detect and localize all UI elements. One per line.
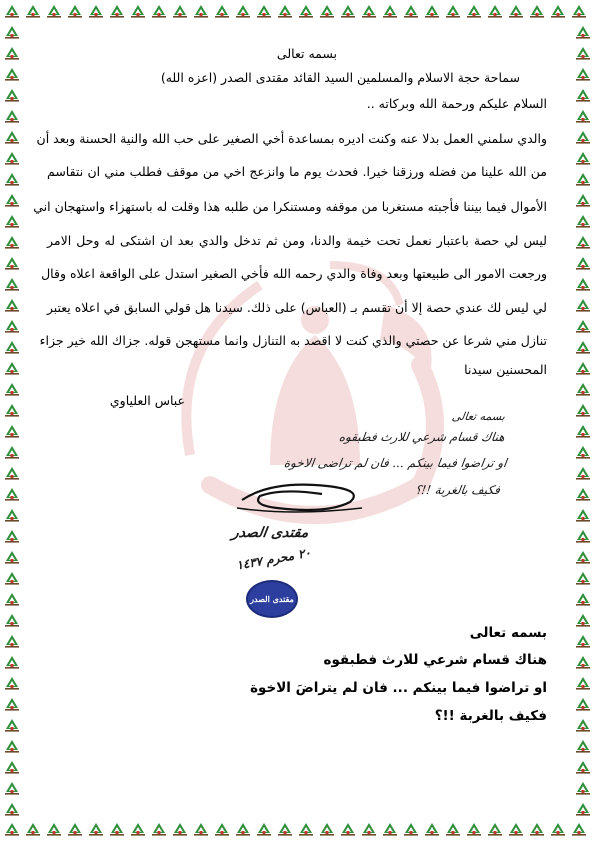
official-seal — [246, 580, 298, 618]
border-ornament — [341, 5, 355, 18]
border-ornament — [576, 320, 590, 333]
border-ornament — [5, 446, 19, 459]
body-line: الأموال فيما بيننا فأجبته مستغربا من موقفه ومستنكرا من طلبه هذا وقلت له باستهزاء واستهجان اني — [33, 199, 547, 214]
border-ornament — [131, 5, 145, 18]
border-ornament — [5, 173, 19, 186]
seal-text: مقتدى الصدر — [250, 594, 294, 604]
signature-name: مقتدى الصدر — [230, 525, 310, 541]
border-ornament — [236, 5, 250, 18]
border-ornament — [341, 823, 355, 836]
border-ornament — [299, 823, 313, 836]
border-ornament — [576, 236, 590, 249]
border-ornament — [5, 782, 19, 795]
border-ornament — [576, 656, 590, 669]
border-ornament — [576, 68, 590, 81]
addressee-line: سماحة حجة الاسلام والمسلمين السيد القائد مقتدى الصدر (اعزه الله) — [160, 70, 520, 85]
border-ornament — [236, 823, 250, 836]
body-line: والدي سلمني العمل بدلا عنه وكنت اديره بمساعدة أخي الصغير على حب الله والنية الحسنة وبعد أن — [36, 131, 547, 146]
body-line: تنازل مني شرعا عن حصتي والذي كنت لا اقصد به التنازل وانما مستهجن قوله. جزاك الله خير جزاء — [39, 333, 547, 348]
border-ornament — [5, 698, 19, 711]
border-ornament — [299, 5, 313, 18]
border-ornament — [576, 719, 590, 732]
border-ornament — [576, 89, 590, 102]
border-ornament — [68, 5, 82, 18]
signature-flourish — [232, 478, 372, 518]
handwritten-line: فكيف بالغربة !!؟ — [414, 483, 501, 497]
border-ornament — [5, 404, 19, 417]
border-ornament — [576, 257, 590, 270]
body-line: ليس لي حصة باعتبار نعمل تحت خيمة والدنا، ومن ثم تدخل والدي بعد ان اشتكى له وحل الامر — [47, 233, 547, 248]
handwritten-line: بسمه تعالى — [451, 410, 506, 423]
border-ornament — [215, 823, 229, 836]
border-ornament — [173, 5, 187, 18]
border-ornament — [89, 823, 103, 836]
border-ornament — [5, 89, 19, 102]
border-ornament — [425, 5, 439, 18]
border-ornament — [576, 110, 590, 123]
border-ornament — [5, 215, 19, 228]
border-ornament — [404, 823, 418, 836]
border-ornament — [320, 5, 334, 18]
body-line: من الله علينا من فضله ورزقنا خيرا. فحدث يوم ما وانزعج اخي من موقف فطلب مني ان نتقاسم — [47, 164, 547, 179]
border-ornament — [576, 614, 590, 627]
border-ornament — [576, 299, 590, 312]
border-ornament — [194, 823, 208, 836]
border-ornament — [576, 551, 590, 564]
answer-date: ٢٠ محرم ١٤٣٧ — [235, 545, 312, 573]
border-ornament — [362, 823, 376, 836]
border-ornament — [576, 47, 590, 60]
border-ornament — [131, 823, 145, 836]
border-ornament — [278, 823, 292, 836]
border-ornament — [467, 5, 481, 18]
border-ornament — [5, 152, 19, 165]
body-line: ورجعت الامور الى طبيعتها وبعد وفاة والدي رحمه الله فأخي الصغير استدل على الواقعة اعلاه وقال — [41, 266, 547, 281]
border-ornament — [576, 488, 590, 501]
border-ornament — [509, 5, 523, 18]
border-ornament — [257, 823, 271, 836]
border-ornament — [425, 823, 439, 836]
border-ornament — [576, 530, 590, 543]
border-ornament — [5, 320, 19, 333]
border-ornament — [551, 823, 565, 836]
answer-line: فكيف بالغربة !!؟ — [434, 708, 547, 724]
border-ornament — [576, 467, 590, 480]
border-ornament — [576, 761, 590, 774]
border-ornament — [467, 823, 481, 836]
border-ornament — [576, 341, 590, 354]
answer-line: او تراضوا فيما بينكم ... فان لم يتراضَ الاخوة — [250, 680, 547, 696]
border-ornament — [576, 698, 590, 711]
border-ornament — [47, 5, 61, 18]
border-ornament — [576, 215, 590, 228]
border-ornament — [5, 194, 19, 207]
border-ornament — [576, 593, 590, 606]
border-ornament — [488, 5, 502, 18]
border-ornament — [5, 530, 19, 543]
border-ornament — [5, 719, 19, 732]
border-ornament — [5, 572, 19, 585]
border-ornament — [576, 278, 590, 291]
border-ornament — [5, 761, 19, 774]
border-ornament — [278, 5, 292, 18]
border-ornament — [68, 823, 82, 836]
border-ornament — [383, 5, 397, 18]
border-ornament — [5, 341, 19, 354]
border-ornament — [5, 257, 19, 270]
border-ornament — [5, 425, 19, 438]
border-ornament — [5, 677, 19, 690]
border-ornament — [5, 110, 19, 123]
border-ornament — [5, 593, 19, 606]
border-ornament — [488, 823, 502, 836]
border-ornament — [5, 26, 19, 39]
border-ornament — [572, 5, 586, 18]
border-ornament — [576, 425, 590, 438]
border-ornament — [215, 5, 229, 18]
border-ornament — [576, 404, 590, 417]
answer-line: بسمه تعالى — [469, 625, 547, 641]
border-ornament — [576, 362, 590, 375]
border-ornament — [5, 467, 19, 480]
basmala: بسمه تعالى — [276, 46, 337, 61]
border-ornament — [576, 26, 590, 39]
border-ornament — [576, 131, 590, 144]
border-ornament — [5, 656, 19, 669]
border-ornament — [5, 131, 19, 144]
border-ornament — [5, 5, 19, 18]
body-line: لي ليس لك عندي حصة إلا أن تقسم بـ (العباس) على ذلك. سيدنا هل قولي السابق في اعلاه يعتبر — [46, 300, 547, 315]
border-ornament — [5, 68, 19, 81]
border-ornament — [509, 823, 523, 836]
border-ornament — [257, 5, 271, 18]
border-ornament — [383, 823, 397, 836]
border-ornament — [5, 740, 19, 753]
border-ornament — [576, 152, 590, 165]
border-ornament — [576, 782, 590, 795]
border-ornament — [446, 823, 460, 836]
border-ornament — [572, 823, 586, 836]
border-ornament — [5, 551, 19, 564]
border-ornament — [576, 509, 590, 522]
border-ornament — [551, 5, 565, 18]
border-ornament — [5, 488, 19, 501]
border-ornament — [5, 509, 19, 522]
border-ornament — [5, 362, 19, 375]
border-ornament — [530, 823, 544, 836]
handwritten-line: او تراضوا فيما بينكم ... فان لم تراضى الاخوة — [283, 456, 508, 470]
border-ornament — [576, 572, 590, 585]
border-ornament — [576, 446, 590, 459]
border-ornament — [26, 823, 40, 836]
border-ornament — [576, 635, 590, 648]
border-ornament — [576, 740, 590, 753]
border-ornament — [194, 5, 208, 18]
border-ornament — [110, 5, 124, 18]
border-ornament — [320, 823, 334, 836]
border-ornament — [576, 194, 590, 207]
border-ornament — [576, 173, 590, 186]
border-ornament — [152, 5, 166, 18]
greeting-line: السلام عليكم ورحمة الله وبركاته .. — [366, 96, 547, 111]
border-ornament — [5, 299, 19, 312]
border-ornament — [530, 5, 544, 18]
border-ornament — [576, 677, 590, 690]
border-ornament — [5, 635, 19, 648]
border-ornament — [5, 803, 19, 816]
border-ornament — [576, 383, 590, 396]
sender-name: عباس العلياوي — [109, 393, 185, 408]
border-ornament — [446, 5, 460, 18]
border-ornament — [89, 5, 103, 18]
border-ornament — [5, 823, 19, 836]
border-ornament — [576, 803, 590, 816]
border-ornament — [5, 236, 19, 249]
border-ornament — [47, 823, 61, 836]
border-ornament — [404, 5, 418, 18]
answer-line: هناك قسام شرعي للارث فطبقوه — [323, 652, 547, 668]
border-ornament — [173, 823, 187, 836]
border-ornament — [26, 5, 40, 18]
handwritten-line: هناك قسام شرعي للارث فطبقوه — [338, 430, 506, 444]
border-ornament — [362, 5, 376, 18]
border-ornament — [110, 823, 124, 836]
body-line: المحسنين سيدنا — [464, 362, 547, 377]
border-ornament — [152, 823, 166, 836]
border-ornament — [5, 614, 19, 627]
border-ornament — [5, 278, 19, 291]
border-ornament — [5, 47, 19, 60]
border-ornament — [5, 383, 19, 396]
